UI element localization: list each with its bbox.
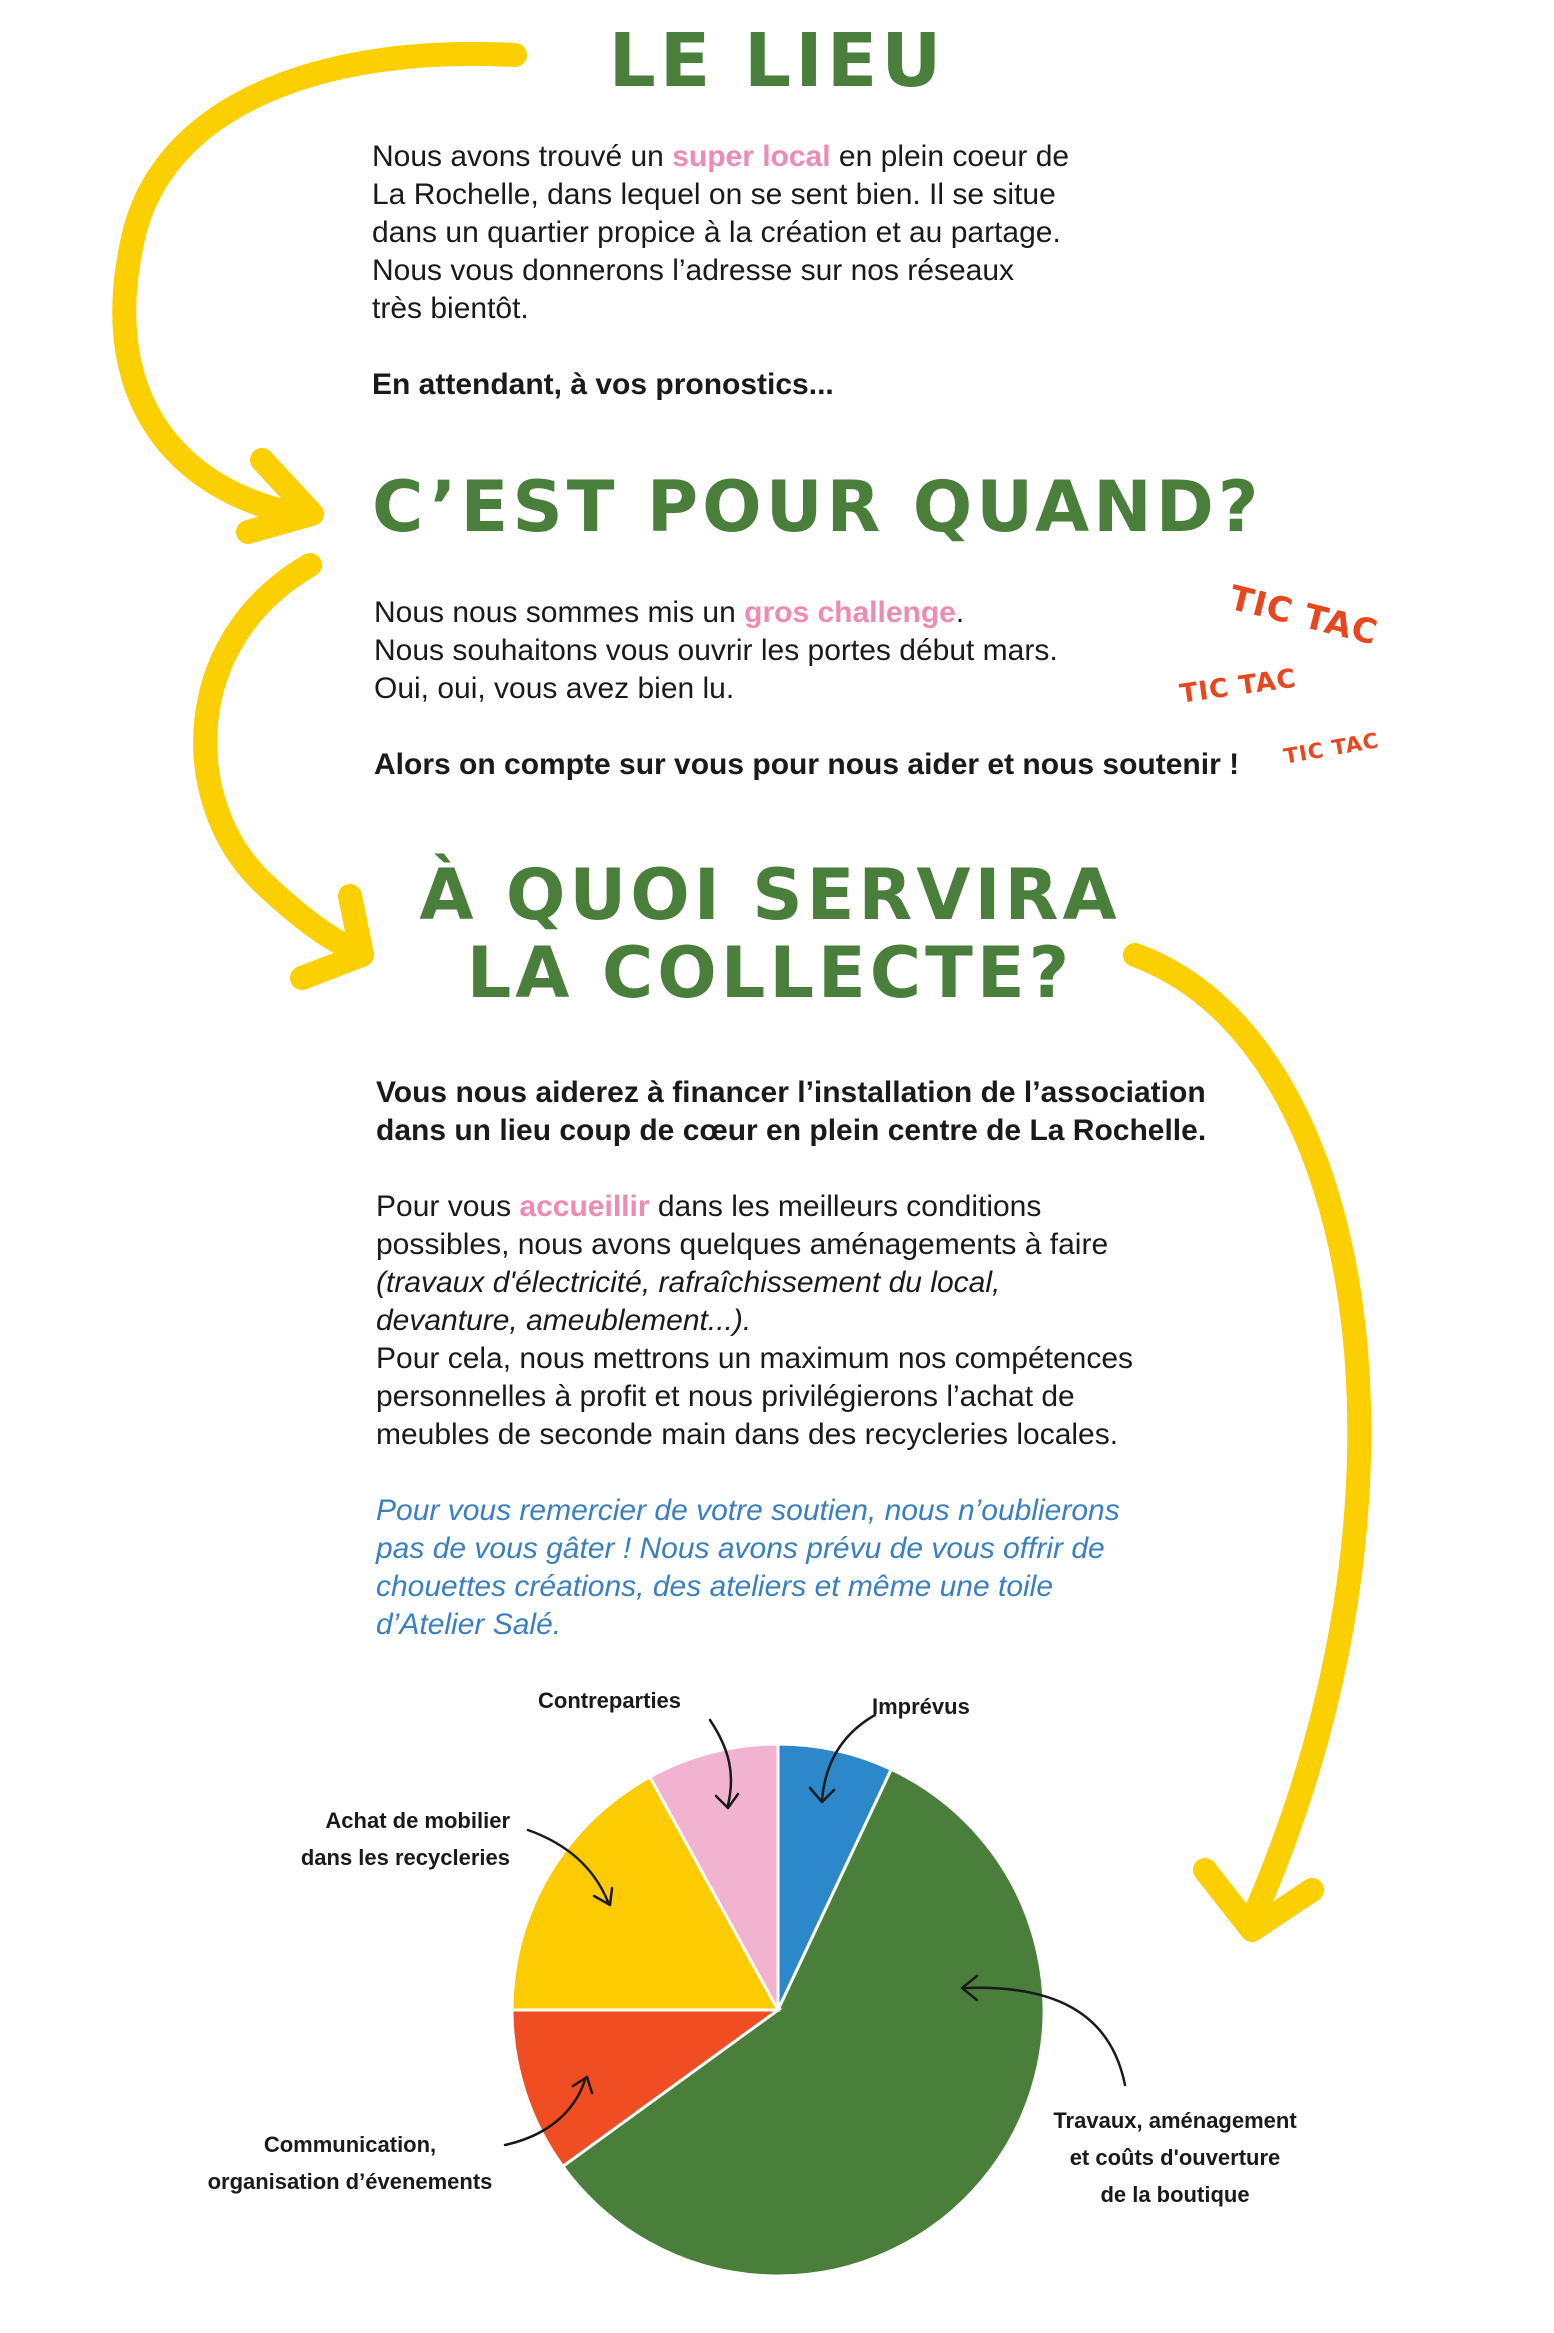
collecte-p3-line-1: Pour vous remercier de votre soutien, nous n’oublierons <box>376 1494 1120 1527</box>
pie-slices <box>512 1744 1044 2276</box>
quand-line-2: Nous souhaitons vous ouvrir les portes début mars. <box>374 634 1058 667</box>
pie-label-travaux-line-1: Travaux, aménagement <box>1053 2108 1297 2133</box>
tictac-small: TIC TAC <box>1282 728 1381 769</box>
collecte-p1-line-1: Vous nous aiderez à financer l’installation de l’association <box>376 1076 1206 1109</box>
lieu-line-5: très bientôt. <box>372 292 529 325</box>
quand-paragraph-1: Nous nous sommes mis un gros challenge. <box>374 596 965 629</box>
collecte-p2-line-6: personnelles à profit et nous privilégierons l’achat de <box>376 1380 1075 1413</box>
section-title-quand: C’EST POUR QUAND? <box>372 466 1263 548</box>
collecte-p2-line-2: possibles, nous avons quelques aménagements à faire <box>376 1228 1109 1261</box>
pie-label-communication <box>170 2126 530 2200</box>
collecte-p3-line-4: d’Atelier Salé. <box>376 1608 562 1641</box>
highlight-gros-challenge: gros challenge <box>744 596 956 629</box>
collecte-p3-line-3: chouettes créations, des ateliers et même une toile <box>376 1570 1054 1603</box>
pie-label-imprevus-line-1: Imprévus <box>872 1694 970 1719</box>
pie-label-imprevus <box>872 1688 970 1725</box>
pie-label-travaux-line-2: et coûts d'ouverture <box>1069 2145 1281 2170</box>
pie-label-travaux <box>1020 2102 1330 2213</box>
pie-label-communication-line-2: organisation d’évenements <box>207 2169 493 2194</box>
lieu-line-3: dans un quartier propice à la création et au partage. <box>372 216 1061 249</box>
lieu-paragraph-1: Nous avons trouvé un super local en plein coeur de <box>372 140 1070 173</box>
pie-label-mobilier-line-2: dans les recycleries <box>300 1845 510 1870</box>
tictac-medium: TIC TAC <box>1178 663 1299 710</box>
lieu-paragraph-2: En attendant, à vos pronostics... <box>372 368 834 401</box>
collecte-p2-line-1: Pour vous accueillir dans les meilleurs conditions <box>376 1190 1042 1223</box>
collecte-p2-line-3: (travaux d'électricité, rafraîchissement du local, <box>376 1266 1001 1299</box>
collecte-p2-line-4: devanture, ameublement...). <box>376 1304 752 1337</box>
pie-label-travaux-line-3: de la boutique <box>1100 2182 1250 2207</box>
collecte-p2-line-5: Pour cela, nous mettrons un maximum nos compétences <box>376 1342 1134 1375</box>
tictac-large: TIC TAC <box>1225 578 1382 654</box>
pie-label-communication-line-1: Communication, <box>263 2132 437 2157</box>
collecte-p1-line-2: dans un lieu coup de cœur en plein centre de La Rochelle. <box>376 1114 1207 1147</box>
collecte-title-line-1: À QUOI SERVIRA <box>419 854 1121 936</box>
pie-label-contreparties <box>538 1682 681 1719</box>
lieu-line-2: La Rochelle, dans lequel on se sent bien. Il se situe <box>372 178 1056 211</box>
collecte-p3-line-2: pas de vous gâter ! Nous avons prévu de vous offrir de <box>376 1532 1105 1565</box>
quand-line-3: Oui, oui, vous avez bien lu. <box>374 672 735 705</box>
pie-label-mobilier <box>260 1802 510 1876</box>
pie-label-mobilier-line-1: Achat de mobilier <box>325 1808 510 1833</box>
collecte-p2-line-7: meubles de seconde main dans des recycleries locales. <box>376 1418 1119 1451</box>
lieu-line-4: Nous vous donnerons l’adresse sur nos réseaux <box>372 254 1015 287</box>
highlight-accueillir: accueillir <box>519 1190 650 1223</box>
pie-label-contreparties-line-1: Contreparties <box>538 1688 682 1713</box>
collecte-title-line-2: LA COLLECTE? <box>466 932 1074 1015</box>
quand-paragraph-2: Alors on compte sur vous pour nous aider et nous soutenir ! <box>374 748 1240 781</box>
section-title-lieu: LE LIEU <box>608 18 946 104</box>
highlight-super-local: super local <box>672 140 831 173</box>
